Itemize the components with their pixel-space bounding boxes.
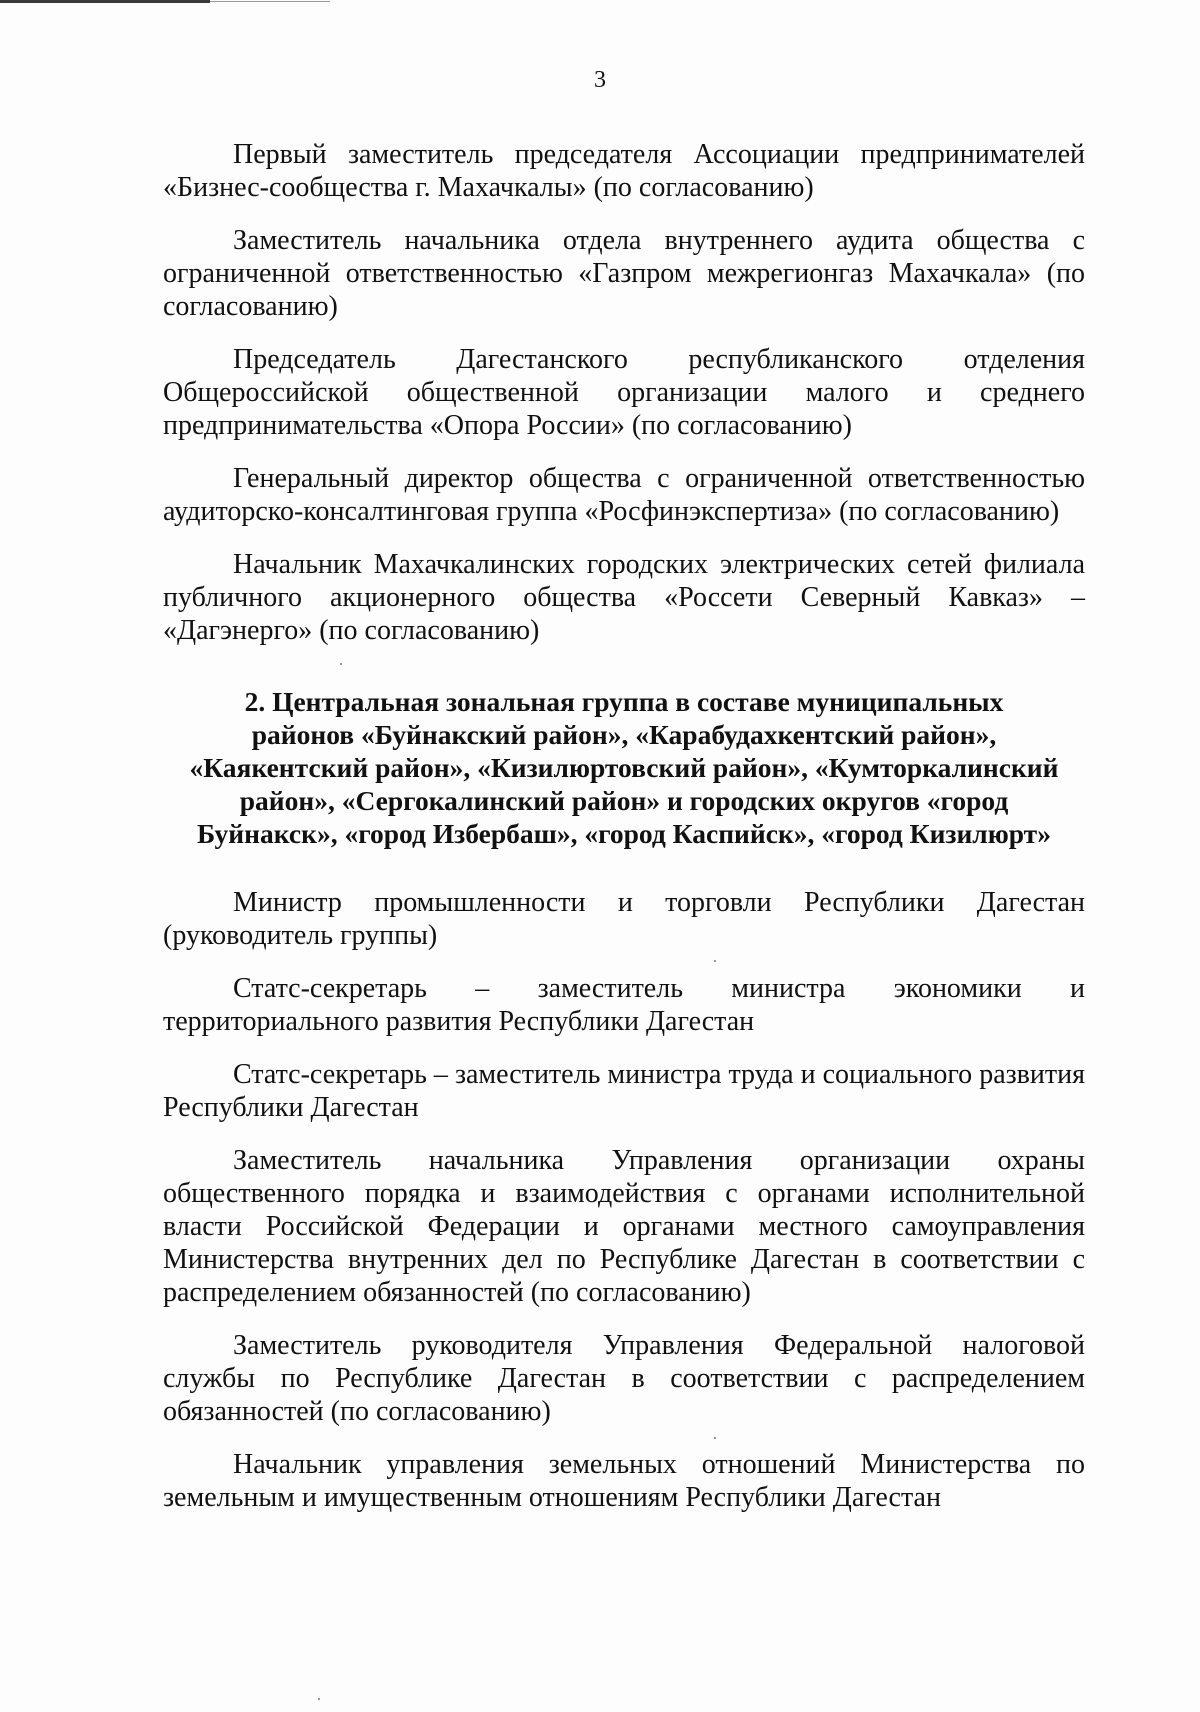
section-heading-line: районов «Буйнакский район», «Карабудахкентский район», [251,719,997,750]
member-entry: Статс-секретарь – заместитель министра экономики и территориального развития Республики Дагестан [163,973,1085,1037]
member-entry: Заместитель руководителя Управления Федеральной налоговой службы по Республике Дагестан в соответствии с распределением обязанностей (по согласованию) [163,1330,1085,1427]
section-heading-line: район», «Сергокалинский район» и городских округов «город [239,785,1009,816]
member-entry: Заместитель начальника Управления организации охраны общественного порядка и взаимодействия с органами исполнительной власти Российской Федерации и органами местного самоуправления Министерства внутренних дел по Республике Дагестан в соответствии с распределением обязанностей (по согласованию) [163,1145,1085,1308]
member-entry: Генеральный директор общества с ограниченной ответственностью аудиторско-консалтинговая группа «Росфинэкспертиза» (по согласованию) [163,463,1085,527]
member-entry: Первый заместитель председателя Ассоциации предпринимателей «Бизнес-сообщества г. Махачкалы» (по согласованию) [163,139,1085,203]
section-heading-line: «Каякентский район», «Кизилюртовский район», «Кумторкалинский [189,752,1059,783]
scan-speck [318,1698,320,1700]
member-entry: Начальник управления земельных отношений Министерства по земельным и имущественным отношениям Республики Дагестан [163,1449,1085,1513]
section-heading-line: 2. Центральная зональная группа в составе муниципальных [244,686,1004,717]
member-entry: Министр промышленности и торговли Республики Дагестан (руководитель группы) [163,887,1085,951]
section-heading-line: Буйнакск», «город Избербаш», «город Каспийск», «город Кизилюрт» [197,818,1051,849]
member-entry: Статс-секретарь – заместитель министра труда и социального развития Республики Дагестан [163,1059,1085,1123]
scan-speck [714,960,716,962]
member-entry: Председатель Дагестанского республиканского отделения Общероссийской общественной организации малого и среднего предпринимательства «Опора России» (по согласованию) [163,344,1085,441]
scan-edge-mark-faint [210,1,330,2]
member-entry: Заместитель начальника отдела внутреннего аудита общества с ограниченной ответственностью «Газпром межрегионгаз Махачкала» (по согласованию) [163,225,1085,322]
member-entry: Начальник Махачкалинских городских электрических сетей филиала публичного акционерного общества «Россети Северный Кавказ» – «Дагэнерго» (по согласованию) [163,549,1085,646]
scan-speck [340,663,342,665]
scan-edge-mark [0,0,210,3]
scan-speck [714,1437,716,1439]
section-heading [163,685,1085,850]
document-body [163,138,1085,1534]
page-number: 3 [594,67,606,93]
